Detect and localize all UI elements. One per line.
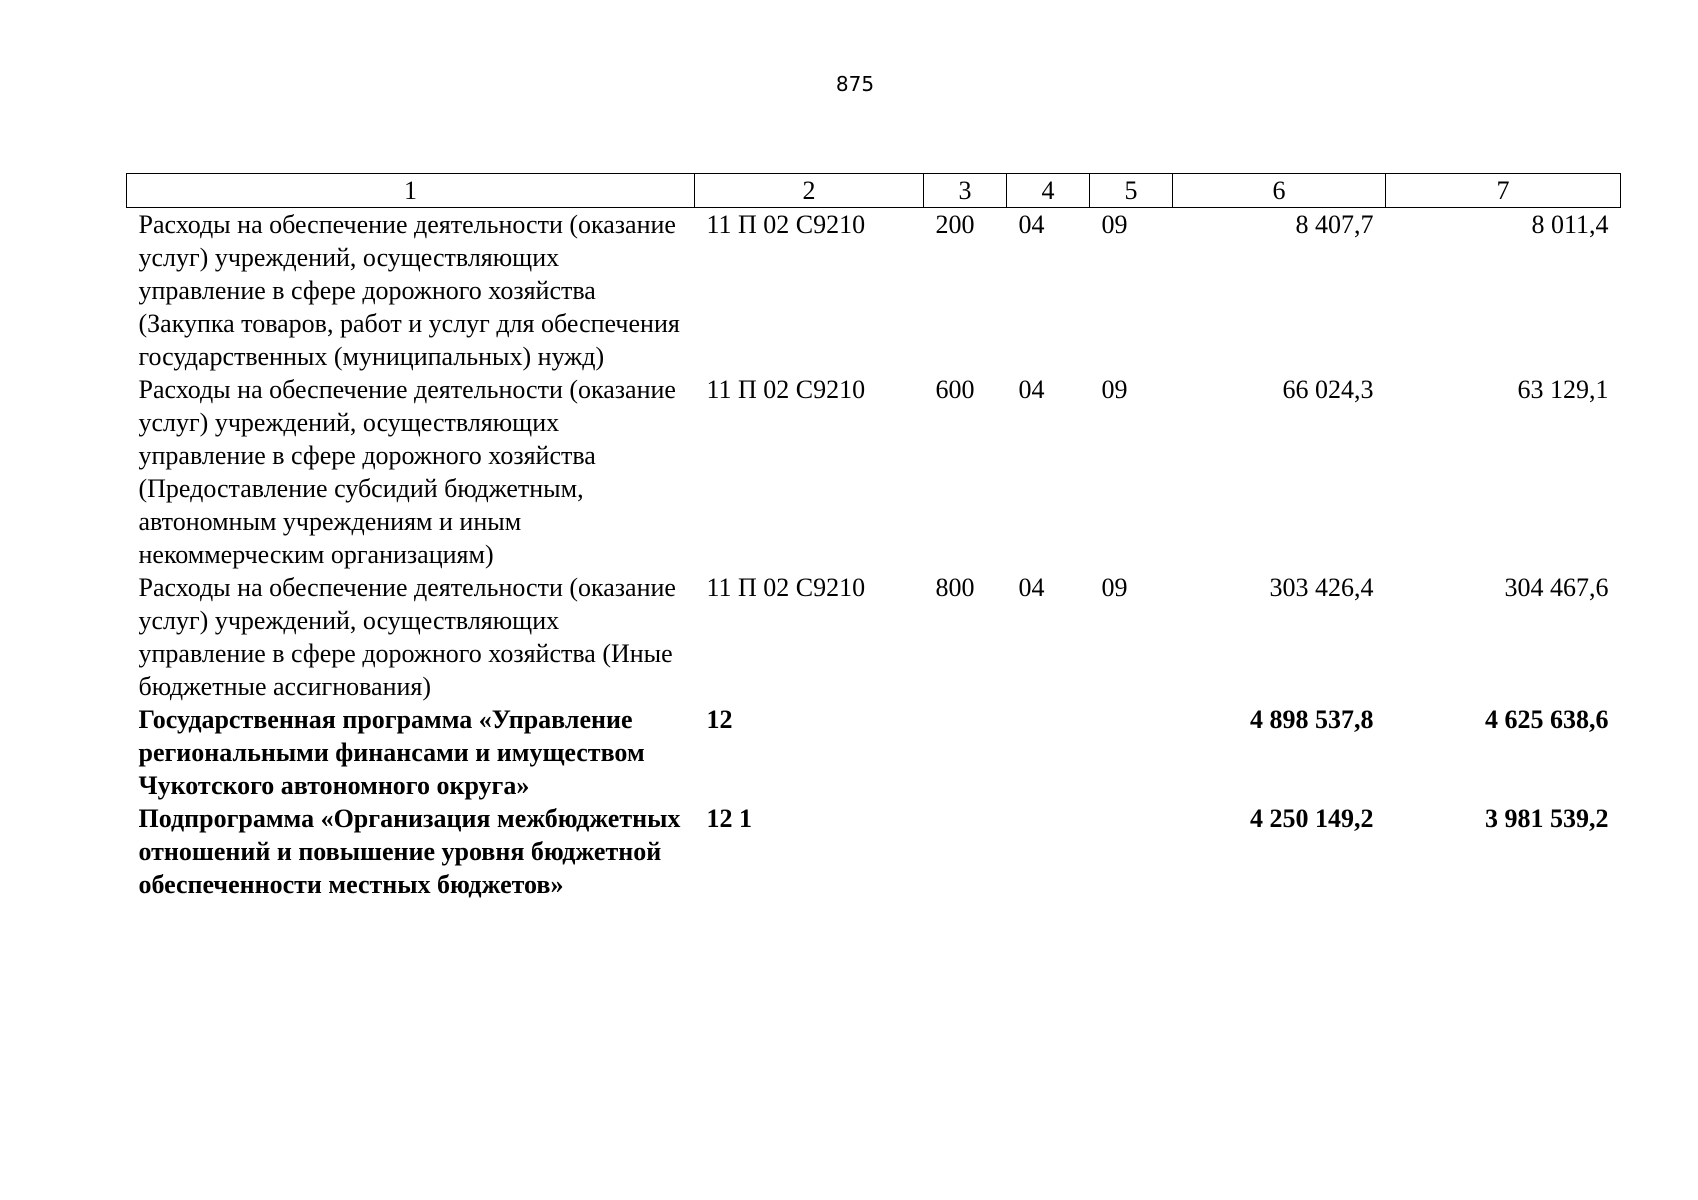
page-number: 875 bbox=[835, 72, 875, 96]
row-subsection: 09 bbox=[1101, 210, 1128, 239]
budget-table-container bbox=[126, 173, 1620, 901]
row-target-code: 11 П 02 С9210 bbox=[706, 210, 866, 239]
table-row bbox=[127, 373, 1621, 571]
row-expense-type: 200 bbox=[935, 210, 975, 239]
row-expense-type: 800 bbox=[935, 573, 975, 602]
row-section: 04 bbox=[1018, 375, 1045, 404]
row-section: 04 bbox=[1018, 210, 1045, 239]
row-section bbox=[1007, 703, 1090, 802]
header-cell: 1 bbox=[127, 174, 695, 208]
row-description: Расходы на обеспечение деятельности (оказание услуг) учреждений, осуществляющих управление в сфере дорожного хозяйства (Предоставление субсидий бюджетным, автономным учреждениям и иным некоммерческим организациям) bbox=[138, 375, 676, 569]
row-target-code: 12 bbox=[706, 705, 733, 734]
row-sum-col7: 304 467,6 bbox=[1504, 573, 1609, 602]
row-sum-col7: 8 011,4 bbox=[1531, 210, 1609, 239]
row-sum-col7: 4 625 638,6 bbox=[1485, 705, 1609, 734]
row-sum-col6: 66 024,3 bbox=[1282, 375, 1374, 404]
header-cell: 5 bbox=[1090, 174, 1173, 208]
row-sum-col6: 4 898 537,8 bbox=[1250, 705, 1374, 734]
row-expense-type bbox=[924, 703, 1007, 802]
row-subsection bbox=[1090, 802, 1173, 901]
row-sum-col7: 63 129,1 bbox=[1517, 375, 1609, 404]
row-section bbox=[1007, 802, 1090, 901]
row-description: Государственная программа «Управление региональными финансами и имуществом Чукотского автономного округа» bbox=[138, 705, 645, 800]
budget-table bbox=[126, 173, 1621, 901]
row-description: Подпрограмма «Организация межбюджетных отношений и повышение уровня бюджетной обеспеченности местных бюджетов» bbox=[138, 804, 681, 899]
row-subsection: 09 bbox=[1101, 573, 1128, 602]
row-target-code: 12 1 bbox=[706, 804, 752, 833]
row-target-code: 11 П 02 С9210 bbox=[706, 573, 866, 602]
row-target-code: 11 П 02 С9210 bbox=[706, 375, 866, 404]
row-subsection bbox=[1090, 703, 1173, 802]
row-sum-col6: 303 426,4 bbox=[1269, 573, 1374, 602]
row-expense-type: 600 bbox=[935, 375, 975, 404]
table-row bbox=[127, 208, 1621, 374]
header-cell: 2 bbox=[695, 174, 924, 208]
table-row bbox=[127, 571, 1621, 703]
row-sum-col6: 8 407,7 bbox=[1295, 210, 1374, 239]
header-row bbox=[127, 174, 1621, 208]
row-expense-type bbox=[924, 802, 1007, 901]
row-section: 04 bbox=[1018, 573, 1045, 602]
header-cell: 6 bbox=[1173, 174, 1386, 208]
header-cell: 3 bbox=[924, 174, 1007, 208]
table-row-program bbox=[127, 703, 1621, 802]
row-sum-col7: 3 981 539,2 bbox=[1485, 804, 1609, 833]
header-cell: 7 bbox=[1386, 174, 1621, 208]
table-row-subprogram bbox=[127, 802, 1621, 901]
row-description: Расходы на обеспечение деятельности (оказание услуг) учреждений, осуществляющих управление в сфере дорожного хозяйства (Закупка товаров, работ и услуг для обеспечения государственных (муниципальных) нужд) bbox=[138, 210, 680, 371]
row-sum-col6: 4 250 149,2 bbox=[1250, 804, 1374, 833]
header-cell: 4 bbox=[1007, 174, 1090, 208]
row-subsection: 09 bbox=[1101, 375, 1128, 404]
row-description: Расходы на обеспечение деятельности (оказание услуг) учреждений, осуществляющих управление в сфере дорожного хозяйства (Иные бюджетные ассигнования) bbox=[138, 573, 676, 701]
